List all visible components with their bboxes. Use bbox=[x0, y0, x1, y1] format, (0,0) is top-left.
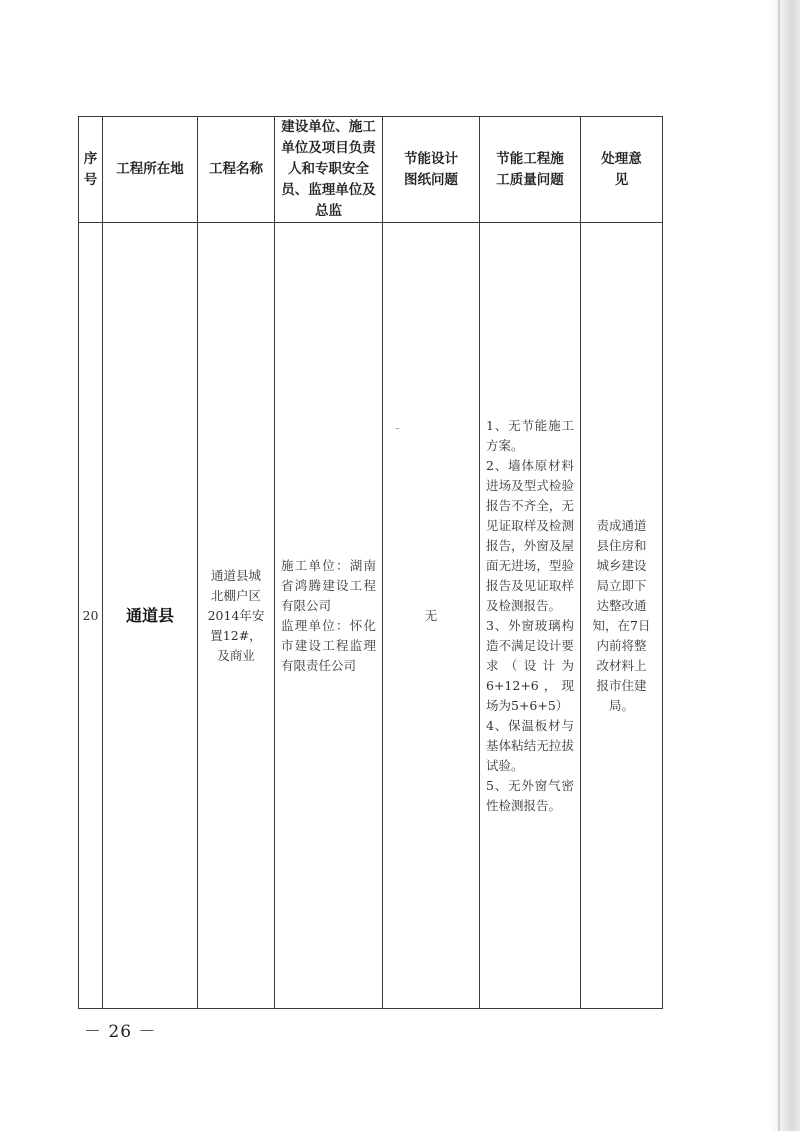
inspection-table bbox=[78, 116, 663, 1009]
header-units: 建设单位、施工单位及项目负责人和专职安全员、监理单位及总监 bbox=[275, 117, 383, 223]
cell-quality-issues bbox=[480, 223, 581, 1009]
header-location: 工程所在地 bbox=[103, 117, 198, 223]
quality-issue-item: 2、墙体原材料进场及型式检验报告不齐全，无见证取样及检测报告，外窗及屋面无进场，型验报告及见证取样及检测报告。 bbox=[486, 457, 574, 613]
cell-seq: 20 bbox=[79, 223, 103, 1009]
quality-issue-item: 3、外窗玻璃构造不满足设计要求（设计为6+12+6，现场为5+6+5） bbox=[486, 617, 574, 713]
cell-design-issues: 无 bbox=[383, 223, 480, 1009]
cell-handling: 责成通道县住房和城乡建设局立即下达整改通知，在7日内前将整改材料上报市住建局。 bbox=[581, 223, 663, 1009]
units-text: 施工单位：湖南省鸿腾建设工程有限公司 监理单位：怀化市建设工程监理有限责任公司 bbox=[281, 557, 376, 673]
table-row bbox=[79, 223, 663, 1009]
page-edge-shadow bbox=[768, 0, 800, 1131]
header-handling: 处理意见 bbox=[581, 117, 663, 223]
table-header-row bbox=[79, 117, 663, 223]
cell-project-name: 通道县城北棚户区2014年安置12#，及商业 bbox=[198, 223, 275, 1009]
header-design-issues: 节能设计图纸问题 bbox=[383, 117, 480, 223]
quality-issue-item: 1、无节能施工方案。 bbox=[486, 417, 574, 453]
cell-units bbox=[275, 223, 383, 1009]
header-seq: 序号 bbox=[79, 117, 103, 223]
quality-issue-item: 4、保温板材与基体粘结无拉拔试验。 bbox=[486, 717, 574, 773]
header-quality-issues: 节能工程施工质量问题 bbox=[480, 117, 581, 223]
cell-location: 通道县 bbox=[103, 223, 198, 1009]
page-number: － 26 － bbox=[84, 1022, 157, 1042]
quality-issue-item: 5、无外窗气密性检测报告。 bbox=[486, 777, 574, 813]
header-project-name: 工程名称 bbox=[198, 117, 275, 223]
